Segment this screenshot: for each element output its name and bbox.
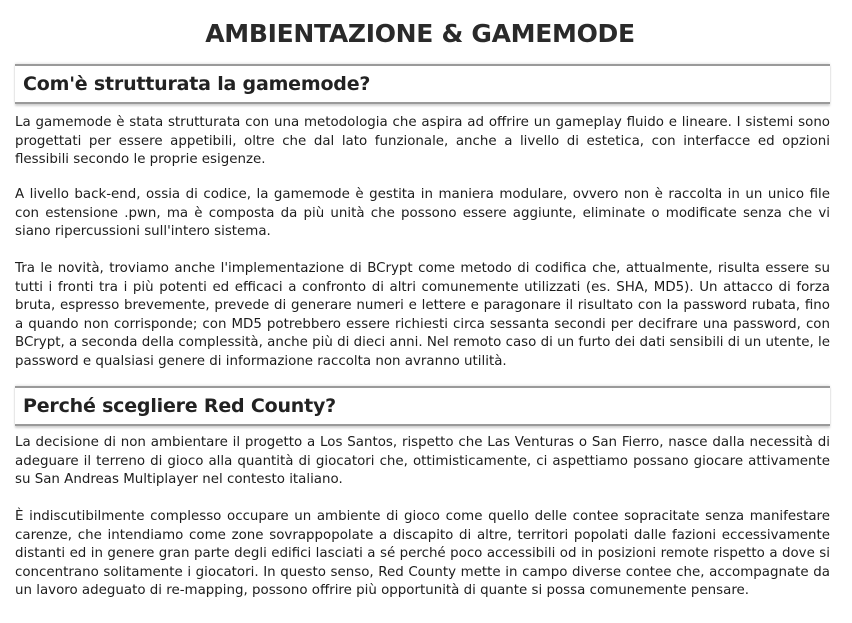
section-heading: Com'è strutturata la gamemode? (23, 73, 371, 95)
section-header-gamemode-structure (15, 64, 830, 104)
paragraph: A livello back-end, ossia di codice, la gamemode è gestita in maniera modulare, ovvero non è raccolta in un unico file con estensione .pwn, ma è composta da più unità che possono essere aggiunte, eliminate o modificate senza che vi siano ripercussioni sull'intero sistema. (15, 187, 830, 239)
paragraph: Tra le novità, troviamo anche l'implementazione di BCrypt come metodo di codifica che, attualmente, risulta essere su tutti i fronti tra i più potenti ed efficaci a confronto di altri comunemente utilizzati (es. SHA, MD5). Un attacco di forza bruta, espresso brevemente, prevede di generare numeri e lettere e paragonare il risultato con la password rubata, fino a quando non corrisponde; con MD5 potrebbero essere richiesti circa sessanta secondi per decifrare una password, con BCrypt, a seconda della complessità, anche più di dieci anni. Nel remoto caso di un furto dei dati sensibili di un utente, le password e qualsiasi genere di informazione raccolta non avranno utilità. (15, 261, 830, 369)
paragraph: La gamemode è stata strutturata con una metodologia che aspira ad offrire un gameplay fluido e lineare. I sistemi sono progettati per essere appetibili, oltre che dal lato funzionale, anche a livello di estetica, con interfacce ed opzioni flessibili secondo le proprie esigenze. (15, 115, 830, 167)
section-header-why-red-county (15, 386, 830, 426)
paragraph: La decisione di non ambientare il progetto a Los Santos, rispetto che Las Venturas o San Fierro, nasce dalla necessità di adeguare il terreno di gioco alla quantità di giocatori che, ottimisticamente, ci aspettiamo possano giocare attivamente su San Andreas Multiplayer nel contesto italiano. (15, 435, 830, 487)
paragraph: È indiscutibilmente complesso occupare un ambiente di gioco come quello delle contee sopracitate senza manifestare carenze, che intendiamo come zone sovrappopolate a discapito di altre, territori popolati dalle fazioni eccessivamente distanti ed in genere gran parte degli edifici lasciati a sé perché poco accessibili od in posizioni remote rispetto a dove si concentrano solitamente i giocatori. In questo senso, Red County mette in campo diverse contee che, accompagnate da un lavoro adeguato di re-mapping, possono offrire più opportunità di quante si possa comunemente pensare. (15, 509, 830, 598)
page-title: AMBIENTAZIONE & GAMEMODE (205, 19, 635, 48)
section-heading: Perché scegliere Red County? (23, 395, 336, 417)
